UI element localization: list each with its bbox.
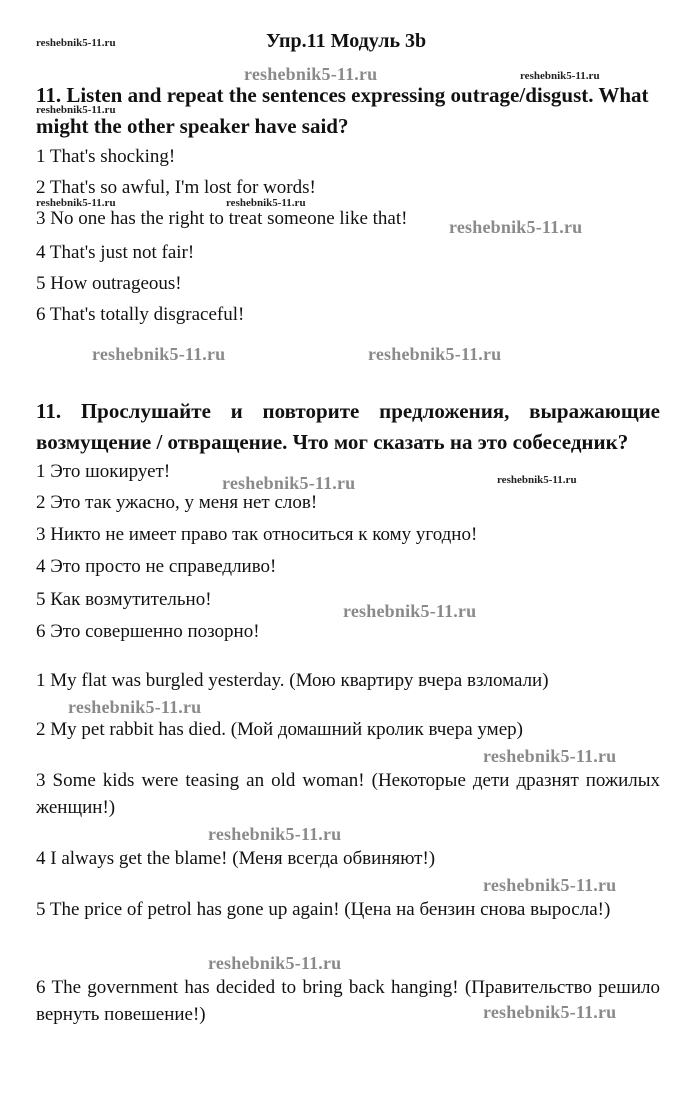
exercise-heading-russian: 11. Прослушайте и повторите предложения, выражающие возмущение / отвращение. Что мог сказать на это собеседник? bbox=[36, 399, 660, 454]
english-item: 1 That's shocking! bbox=[36, 146, 176, 167]
english-item: 2 That's so awful, I'm lost for words! bbox=[36, 177, 316, 198]
russian-item: 5 Как возмутительно! bbox=[36, 589, 212, 610]
answer-item: 2 My pet rabbit has died. (Мой домашний кролик вчера умер) bbox=[36, 719, 523, 740]
answer-item: 6 The government has decided to bring back hanging! (Правительство решило вернуть повешение!) bbox=[36, 977, 660, 1025]
answer-item: 4 I always get the blame! (Меня всегда обвиняют!) bbox=[36, 848, 436, 869]
watermark: reshebnik5-11.ru bbox=[36, 197, 116, 209]
english-item: 4 That's just not fair! bbox=[36, 242, 195, 263]
watermark: reshebnik5-11.ru bbox=[208, 824, 342, 844]
answer-item: 1 My flat was burgled yesterday. (Мою квартиру вчера взломали) bbox=[36, 670, 549, 691]
russian-item: 6 Это совершенно позорно! bbox=[36, 621, 260, 642]
watermark: reshebnik5-11.ru bbox=[497, 474, 577, 486]
watermark: reshebnik5-11.ru bbox=[244, 64, 378, 84]
watermark: reshebnik5-11.ru bbox=[222, 473, 356, 493]
english-item: 3 No one has the right to treat someone like that! bbox=[36, 208, 408, 229]
exercise-heading-english: 11. Listen and repeat the sentences expressing outrage/disgust. What might the other speaker have said? bbox=[36, 83, 649, 138]
watermark: reshebnik5-11.ru bbox=[449, 217, 583, 237]
watermark: reshebnik5-11.ru bbox=[36, 37, 116, 49]
russian-item: 3 Никто не имеет право так относиться к кому угодно! bbox=[36, 524, 478, 545]
answer-item: 3 Some kids were teasing an old woman! (Некоторые дети дразнят пожилых женщин!) bbox=[36, 770, 660, 818]
page-title: Упр.11 Модуль 3b bbox=[266, 30, 427, 52]
watermark: reshebnik5-11.ru bbox=[208, 953, 342, 973]
watermark: reshebnik5-11.ru bbox=[36, 104, 116, 116]
watermark: reshebnik5-11.ru bbox=[343, 601, 477, 621]
english-item: 6 That's totally disgraceful! bbox=[36, 304, 245, 325]
russian-item: 4 Это просто не справедливо! bbox=[36, 556, 277, 577]
watermark: reshebnik5-11.ru bbox=[226, 197, 306, 209]
watermark: reshebnik5-11.ru bbox=[483, 1002, 617, 1022]
watermark: reshebnik5-11.ru bbox=[68, 697, 202, 717]
watermark: reshebnik5-11.ru bbox=[92, 344, 226, 364]
watermark: reshebnik5-11.ru bbox=[483, 746, 617, 766]
russian-item: 2 Это так ужасно, у меня нет слов! bbox=[36, 492, 318, 513]
watermark: reshebnik5-11.ru bbox=[520, 70, 600, 82]
russian-item: 1 Это шокирует! bbox=[36, 461, 171, 482]
watermark: reshebnik5-11.ru bbox=[368, 344, 502, 364]
watermark: reshebnik5-11.ru bbox=[483, 875, 617, 895]
english-item: 5 How outrageous! bbox=[36, 273, 182, 294]
answer-item: 5 The price of petrol has gone up again! (Цена на бензин снова выросла!) bbox=[36, 899, 611, 920]
